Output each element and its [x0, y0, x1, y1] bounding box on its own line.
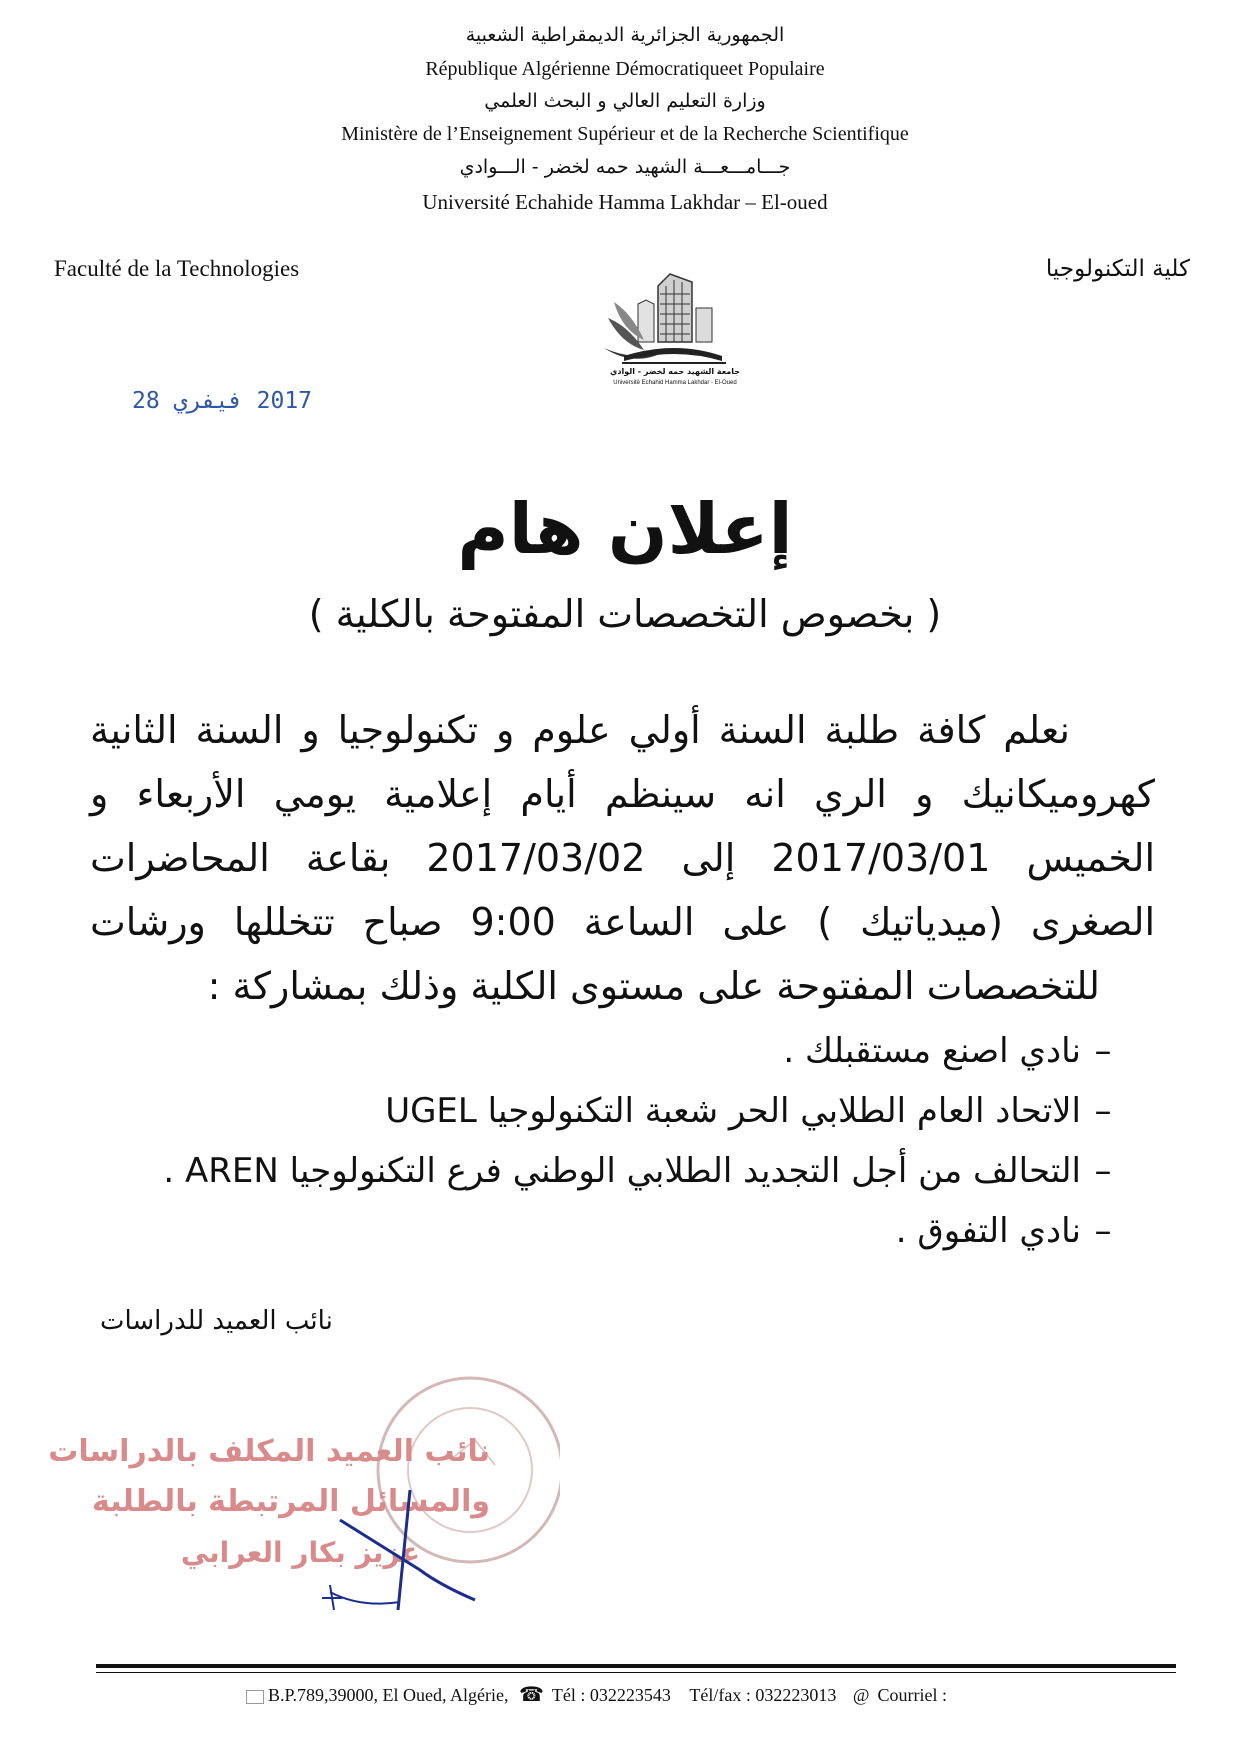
university-ar: جـــامـــعـــة الشهيد حمه لخضر - الـــوادي	[459, 156, 791, 178]
participant-label: نادي اصنع مستقبلك .	[783, 1031, 1081, 1071]
footer-contact	[246, 1682, 1246, 1712]
telephone-icon: ☎	[519, 1684, 544, 1706]
body-line: الصغرى (ميدياتيك ) على الساعة 9:00 صباح تتخللها ورشات	[90, 900, 1155, 944]
faculty-fr: Faculté de la Technologies	[54, 256, 300, 281]
logo-caption-ar: جامعة الشهيد حمه لخضر - الوادي	[610, 367, 740, 376]
signatory-title: نائب العميد للدراسات	[100, 1306, 333, 1336]
footer-rule-thin	[96, 1672, 1176, 1673]
envelope-icon	[246, 1690, 264, 1704]
participant-item	[163, 1146, 1125, 1196]
participant-item	[783, 1026, 1125, 1076]
body-line: الخميس 2017/03/01 إلى 2017/03/02 بقاعة المحاضرات	[90, 836, 1156, 880]
bullet-marker: –	[1094, 1211, 1112, 1251]
body-line: نعلم كافة طلبة السنة أولي علوم و تكنولوجيا و السنة الثانية	[90, 708, 1070, 752]
announcement-subtitle: ( بخصوص التخصصات المفتوحة بالكلية )	[308, 592, 942, 636]
bullet-marker: –	[1094, 1151, 1112, 1191]
participant-item	[385, 1086, 1125, 1136]
announcement-title: إعلان هام	[457, 488, 793, 570]
ministry-ar: وزارة التعليم العالي و البحث العلمي	[484, 90, 766, 112]
footer-address: B.P.789,39000, El Oued, Algérie,	[268, 1685, 509, 1705]
official-stamp	[48, 1370, 560, 1640]
university-building-icon	[600, 268, 750, 398]
stamp-line: نائب العميد المكلف بالدراسات	[48, 1434, 490, 1469]
participant-item	[896, 1206, 1125, 1256]
footer-rule-thick	[96, 1664, 1176, 1668]
faculty-ar: كلية التكنولوجيا	[1045, 256, 1190, 282]
handwritten-signature	[80, 1370, 560, 1640]
university-logo	[600, 268, 750, 398]
logo-caption-fr: Université Echahid Hamma Lakhdar - El-Oued	[613, 380, 737, 386]
bullet-marker: –	[1094, 1091, 1112, 1131]
participant-label: نادي التفوق .	[895, 1211, 1081, 1251]
body-line: كهروميكانيك و الري انه سينظم أيام إعلامية يومي الأربعاء و	[90, 772, 1155, 816]
university-fr: Université Echahide Hamma Lakhdar – El-oued	[422, 190, 828, 214]
ministry-fr: Ministère de l’Enseignement Supérieur et de la Recherche Scientifique	[341, 123, 909, 145]
republic-ar: الجمهورية الجزائرية الديمقراطية الشعبية	[465, 24, 785, 46]
stamp-line: عزيز بكار العرابي	[180, 1536, 420, 1569]
date-stamp: 2017 فيفري 28	[132, 388, 313, 414]
footer-tel: Tél : 032223543	[551, 1685, 671, 1705]
email-icon: @	[852, 1685, 870, 1705]
bullet-marker: –	[1094, 1031, 1112, 1071]
republic-fr: République Algérienne Démocratiqueet Populaire	[425, 58, 825, 80]
stamp-line: والمسائل المرتبطة بالطلبة	[92, 1484, 490, 1519]
participant-label: التحالف من أجل التجديد الطلابي الوطني فرع التكنولوجيا AREN .	[163, 1151, 1081, 1191]
footer-email: Courriel :	[877, 1685, 947, 1705]
participant-label: الاتحاد العام الطلابي الحر شعبة التكنولوجيا UGEL	[385, 1091, 1081, 1131]
body-line: للتخصصات المفتوحة على مستوى الكلية وذلك بمشاركة :	[207, 964, 1100, 1008]
footer-telfax: Tél/fax : 032223013	[689, 1685, 837, 1705]
